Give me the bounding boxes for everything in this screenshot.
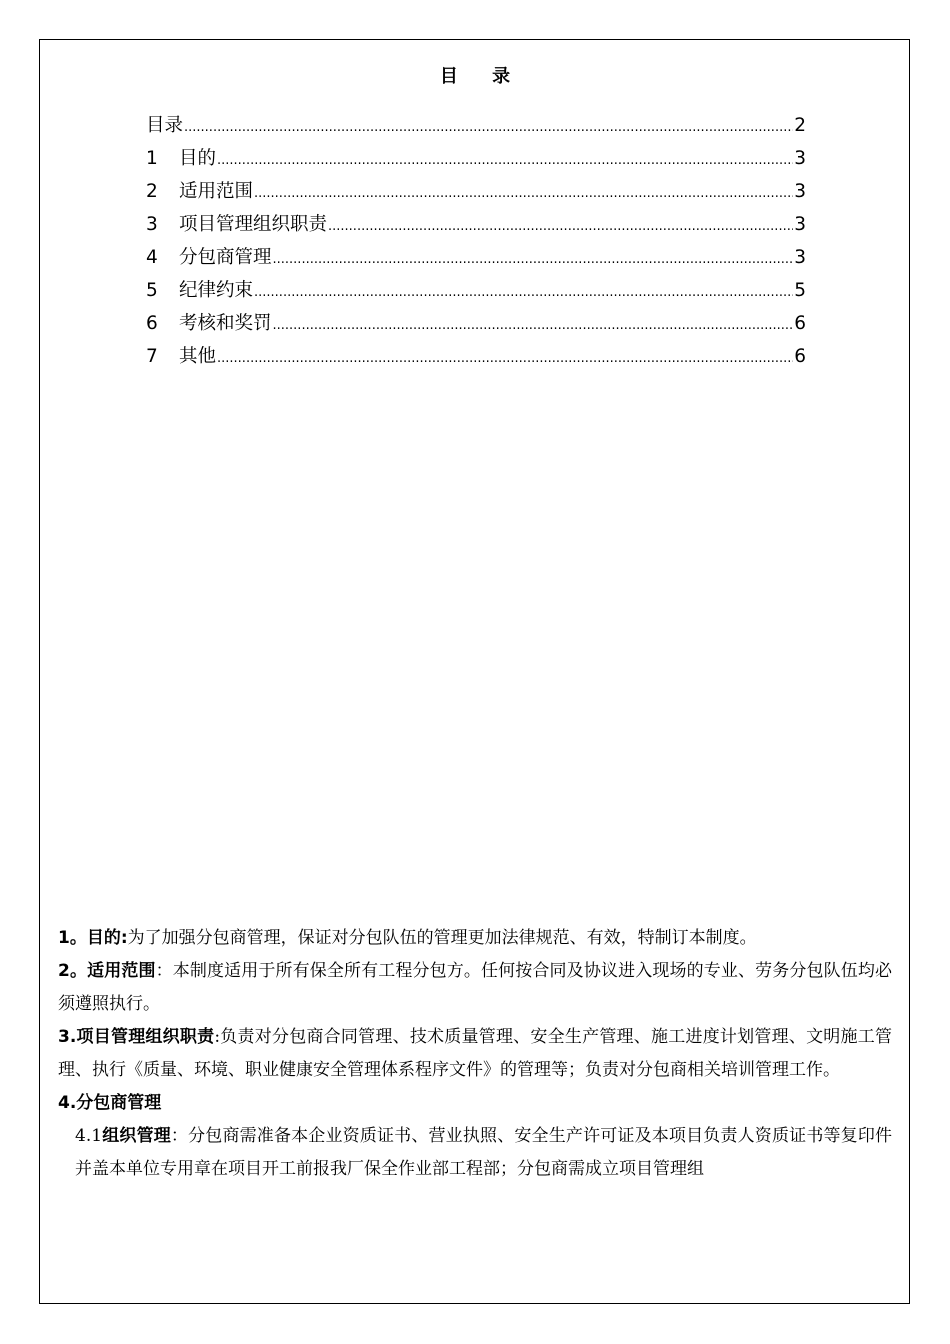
toc-entry-page: 3 (794, 214, 806, 235)
toc-entry-page: 5 (794, 280, 806, 301)
subsection-number: 4.1 (75, 1126, 103, 1146)
subsection-heading: 组织管理 (102, 1126, 171, 1146)
section-heading: 3.项目管理组织职责 (58, 1027, 215, 1047)
toc-entry-number: 2 (146, 181, 158, 202)
toc-entry-label: 考核和奖罚 (179, 313, 272, 334)
toc-entry[interactable] (146, 146, 806, 179)
section-heading: 4.分包商管理 (58, 1093, 162, 1113)
toc-entry[interactable] (146, 344, 806, 377)
toc-entry[interactable] (146, 179, 806, 212)
section-responsibilities (58, 1021, 892, 1087)
toc-leader-dots (328, 214, 793, 240)
toc-entry-page: 3 (794, 247, 806, 268)
toc-entry-label: 目录 (146, 115, 184, 136)
toc-leader-dots (273, 247, 794, 273)
toc-entry-number: 6 (146, 313, 158, 334)
toc-entry-page: 2 (794, 115, 806, 136)
toc-entry[interactable] (146, 113, 806, 146)
toc-leader-dots (217, 148, 793, 174)
section-heading: 1。目的: (58, 928, 128, 948)
toc-entry-number: 5 (146, 280, 158, 301)
toc-title: 目 录 (439, 66, 525, 87)
toc-entry-number: 7 (146, 346, 158, 367)
toc-leader-dots (273, 313, 794, 339)
toc-entry-label: 纪律约束 (179, 280, 254, 301)
section-text: :负责对分包商合同管理、技术质量管理、安全生产管理、施工进度计划管理、文明施工管理、执行《质量、环境、职业健康安全管理体系程序文件》的管理等；负责对分包商相关培训管理工作。 (58, 1027, 892, 1080)
toc-entry-page: 6 (794, 313, 806, 334)
section-subcontractor-management (58, 1087, 892, 1120)
toc-entry-page: 3 (794, 181, 806, 202)
subsection-text: ：分包商需准备本企业资质证书、营业执照、安全生产许可证及本项目负责人资质证书等复印件并盖本单位专用章在项目开工前报我厂保全作业部工程部；分包商需成立项目管理组 (75, 1126, 893, 1179)
toc-entry[interactable] (146, 278, 806, 311)
toc-entry-label: 分包商管理 (179, 247, 272, 268)
toc-leader-dots (254, 181, 793, 207)
section-purpose (58, 922, 892, 955)
toc-entry[interactable] (146, 245, 806, 278)
section-heading: 2。适用范围 (58, 961, 156, 981)
document-body (58, 922, 892, 1186)
toc-entry-label: 项目管理组织职责 (179, 214, 328, 235)
toc-entry-page: 3 (794, 148, 806, 169)
section-text: ：本制度适用于所有保全所有工程分包方。任何按合同及协议进入现场的专业、劳务分包队伍均必须遵照执行。 (58, 961, 892, 1014)
section-text: 为了加强分包商管理，保证对分包队伍的管理更加法律规范、有效，特制订本制度。 (127, 928, 757, 948)
toc-entry-number: 1 (146, 148, 158, 169)
subsection-organization-management (58, 1120, 892, 1186)
toc-entry-label: 其他 (179, 346, 217, 367)
table-of-contents (146, 113, 806, 377)
toc-leader-dots (184, 115, 793, 141)
toc-entry[interactable] (146, 212, 806, 245)
toc-entry[interactable] (146, 311, 806, 344)
toc-leader-dots (217, 346, 793, 372)
toc-entry-label: 适用范围 (179, 181, 254, 202)
toc-entry-label: 目的 (179, 148, 217, 169)
toc-entry-page: 6 (794, 346, 806, 367)
toc-leader-dots (254, 280, 793, 306)
toc-entry-number: 3 (146, 214, 158, 235)
section-scope (58, 955, 892, 1021)
toc-entry-number: 4 (146, 247, 158, 268)
